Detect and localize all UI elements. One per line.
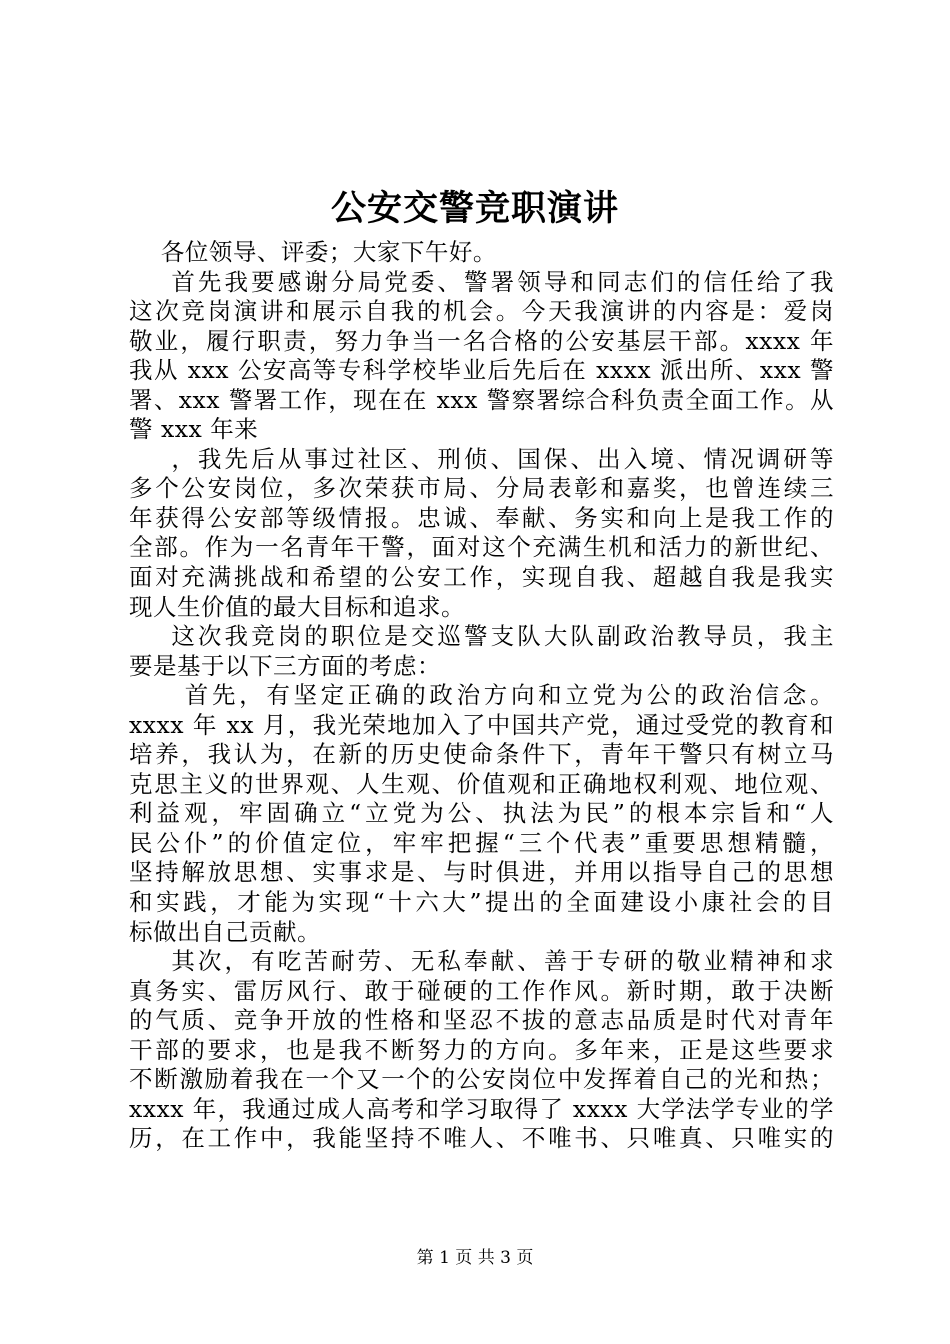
body-line: 其次，有吃苦耐劳、无私奉献、善于专研的敬业精神和求 (129, 947, 834, 976)
body-line: 和实践，才能为实现“十六大”提出的全面建设小康社会的目 (129, 888, 834, 917)
body-line: 各位领导、评委；大家下午好。 (129, 238, 497, 266)
body-line: 面对充满挑战和希望的公安工作，实现自我、超越自我是我实 (129, 563, 834, 592)
body-line: 警 xxx 年来 (129, 415, 259, 444)
document-body (129, 238, 834, 1154)
body-line: 这次我竞岗的职位是交巡警支队大队副政治教导员，我主 (129, 622, 834, 651)
body-line: 我从 xxx 公安高等专科学校毕业后先后在 xxxx 派出所、xxx 警 (129, 356, 834, 385)
body-line: 这次竞岗演讲和展示自我的机会。今天我演讲的内容是：爱岗 (129, 297, 834, 326)
body-line: xxxx 年 xx 月，我光荣地加入了中国共产党，通过受党的教育和 (129, 710, 834, 739)
body-line: 署、xxx 警署工作，现在在 xxx 警察署综合科负责全面工作。从 (129, 385, 834, 414)
body-line: 坚持解放思想、实事求是、与时俱进，并用以指导自己的思想 (129, 858, 834, 887)
body-line: 干部的要求，也是我不断努力的方向。多年来，正是这些要求 (129, 1035, 834, 1064)
body-line: ，我先后从事过社区、刑侦、国保、出入境、情况调研等 (129, 444, 834, 473)
body-line: 标做出自己贡献。 (129, 917, 321, 946)
body-line: 全部。作为一名青年干警，面对这个充满生机和活力的新世纪、 (129, 533, 834, 562)
body-line: 真务实、雷厉风行、敢于碰硬的工作作风。新时期，敢于决断 (129, 976, 834, 1005)
body-line: 克思主义的世界观、人生观、价值观和正确地权利观、地位观、 (129, 769, 834, 798)
body-line: 要是基于以下三方面的考虑： (129, 651, 441, 680)
body-line: 培养，我认为，在新的历史使命条件下，青年干警只有树立马 (129, 740, 834, 769)
body-line: 民公仆”的价值定位，牢牢把握“三个代表”重要思想精髓， (129, 828, 834, 857)
body-line: 年获得公安部等级情报。忠诚、奉献、务实和向上是我工作的 (129, 503, 834, 532)
body-line: 利益观，牢固确立“立党为公、执法为民”的根本宗旨和“人 (129, 799, 834, 828)
page-footer: 第 1 页 共 3 页 (416, 1248, 534, 1268)
body-line: 首先我要感谢分局党委、警署领导和同志们的信任给了我 (129, 267, 834, 296)
body-line: 现人生价值的最大目标和追求。 (129, 592, 465, 621)
body-line: 首先，有坚定正确的政治方向和立党为公的政治信念。 (129, 681, 834, 710)
body-line: 不断激励着我在一个又一个的公安岗位中发挥着自己的光和热； (129, 1065, 834, 1094)
body-line: 敬业，履行职责，努力争当一名合格的公安基层干部。xxxx 年 (129, 326, 834, 355)
body-line: 的气质、竞争开放的性格和坚忍不拔的意志品质是时代对青年 (129, 1006, 834, 1035)
body-line: 历，在工作中，我能坚持不唯人、不唯书、只唯真、只唯实的 (129, 1124, 834, 1153)
document-title: 公安交警竞职演讲 (330, 188, 619, 229)
body-line: 多个公安岗位，多次荣获市局、分局表彰和嘉奖，也曾连续三 (129, 474, 834, 503)
body-line: xxxx 年，我通过成人高考和学习取得了 xxxx 大学法学专业的学 (129, 1094, 834, 1123)
